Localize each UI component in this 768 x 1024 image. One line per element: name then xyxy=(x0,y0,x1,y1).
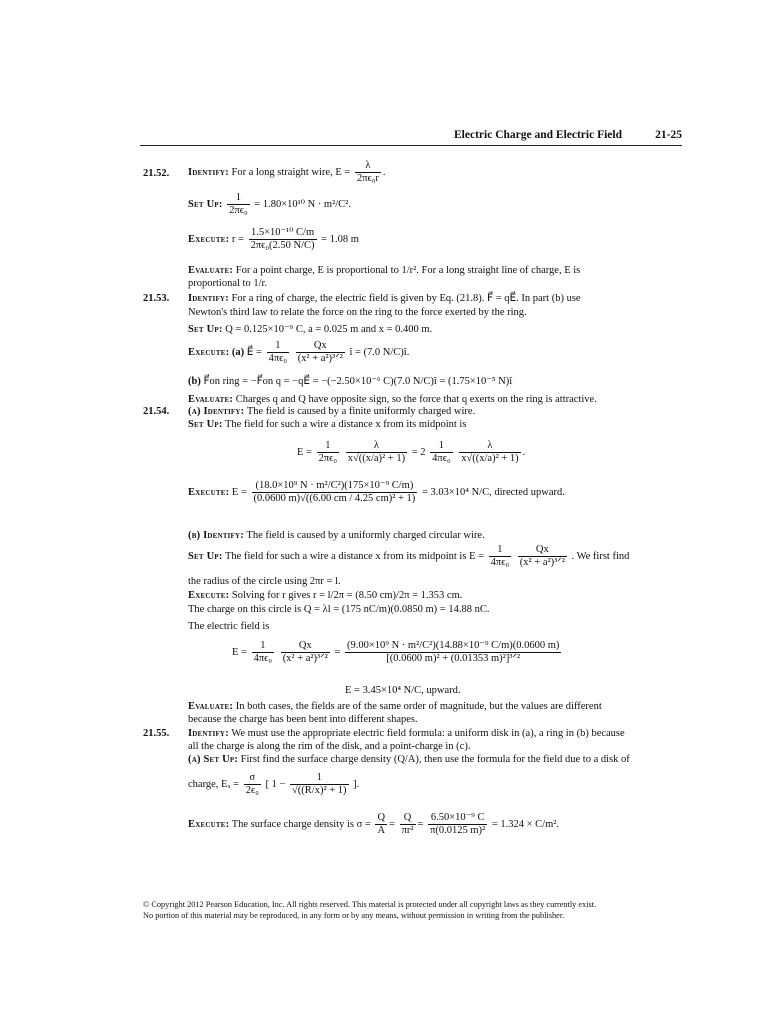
p54-setup-b-line xyxy=(188,544,629,569)
evaluate-text: Charges q and Q have opposite sign, so the force that q exerts on the ring is attractive. xyxy=(235,394,597,405)
denominator: 4πϵ₀ xyxy=(490,557,510,568)
page-header xyxy=(140,129,682,145)
numerator: Qx xyxy=(535,544,549,555)
identify-label: Identify: xyxy=(188,293,229,304)
copyright-footer xyxy=(143,899,688,921)
numerator: 6.50×10⁻⁹ C xyxy=(430,812,485,823)
numerator: (9.00×10⁹ N · m²/C²)(14.88×10⁻⁹ C/m)(0.0600 m) xyxy=(346,640,560,651)
execute-label: Execute: xyxy=(188,818,230,830)
evaluate-label: Evaluate: xyxy=(188,265,234,276)
fraction xyxy=(428,812,487,837)
bracket-open: [ 1 − xyxy=(265,778,286,790)
execute-label: Execute: xyxy=(188,486,230,498)
p54-eq2: E = $\frac{1}{\text{4πϵ₀}}$ $\frac{Qx}{\text{(x² + a²)³ᐟ²}}$ = $\frac{\text{(9.00×10⁹ N · m²/C²)(14.88×10⁻⁹ C/m)(0.0600 m)}}{\text{[(0.0600 m)² + (0.01353 m)²]³ᐟ²}}$ xyxy=(232,640,560,664)
part-b-label: (b) xyxy=(188,376,201,387)
numerator: Q xyxy=(403,812,412,823)
footer-line2: No portion of this material may be reproduced, in any form or by any means, without permission in writing from the publisher. xyxy=(143,911,565,920)
denominator: x√((x/a)² + 1) xyxy=(347,453,406,464)
denominator: (0.0600 m)√((6.00 cm / 4.25 cm)² + 1) xyxy=(253,493,416,504)
problem-number-21-52: 21.52. xyxy=(143,168,170,179)
eq-rhs: = 1.08 m xyxy=(321,233,359,245)
fraction xyxy=(345,640,561,665)
eq-mid: = 2 xyxy=(411,446,426,458)
denominator: 2ϵ₀ xyxy=(245,785,259,796)
evaluate-text: For a point charge, E is proportional to 1/r². For a long straight line of charge, E is xyxy=(235,265,581,276)
eq-lhs: E = xyxy=(297,446,312,458)
p55-identify-line1 xyxy=(188,727,625,740)
p52-identify-line: Identify: For a long straight wire, E = $\frac{\lambda}{\text{2πϵ₀r}}$ . xyxy=(188,160,386,184)
evaluate-label: Evaluate: xyxy=(188,394,234,405)
p54-identify-a-line xyxy=(188,405,475,418)
part-b-text: F⃗on ring = −F⃗on q = −qE⃗ = −(−2.50×10⁻⁶ C)(7.0 N/C)î = (1.75×10⁻⁵ N)î xyxy=(203,376,513,387)
problem-number-21-55: 21.55. xyxy=(143,728,170,739)
fraction xyxy=(355,160,381,185)
denominator: 2πϵ₀r xyxy=(356,173,379,184)
identify-label: (a) Identify: xyxy=(188,406,245,417)
p54-result: E = 3.45×10⁴ N/C, upward. xyxy=(345,685,461,696)
numerator: (18.0×10⁹ N · m²/C²)(175×10⁻⁹ C/m) xyxy=(255,480,414,491)
eq-rhs: = 1.324 × C/m². xyxy=(491,818,560,830)
denominator: 2πϵ₀ xyxy=(318,453,338,464)
identify-text: For a ring of charge, the electric field is given by Eq. (21.8). F⃗ = qE⃗. In part (b) use xyxy=(231,293,581,304)
p55-setup-line xyxy=(188,753,630,766)
denominator: 2πϵ₀(2.50 N/C) xyxy=(250,240,315,251)
identify-text: The field is caused by a uniformly charged circular wire. xyxy=(246,530,485,541)
footer-line1: © Copyright 2012 Pearson Education, Inc. All rights reserved. This material is protected under all copyright laws as they currently exist. xyxy=(143,900,597,909)
denominator: 4πϵ₀ xyxy=(268,353,288,364)
numerator: σ xyxy=(249,772,256,783)
numerator: 1 xyxy=(316,772,322,783)
denominator: [(0.0600 m)² + (0.01353 m)²]³ᐟ² xyxy=(345,652,561,665)
numerator: λ xyxy=(365,160,371,171)
numerator: 1 xyxy=(438,440,444,451)
numerator: 1 xyxy=(260,640,266,651)
execute-text: The surface charge density is xyxy=(231,818,354,830)
fraction xyxy=(375,812,387,837)
p53-part-b-line xyxy=(188,375,512,388)
denominator: x√((x/a)² + 1) xyxy=(461,453,519,464)
fraction xyxy=(249,227,317,252)
denominator: (x² + a²)³ᐟ² xyxy=(297,353,343,364)
identify-text: The field is caused by a finite uniformly charged wire. xyxy=(246,406,476,417)
bracket-close: ]. xyxy=(353,778,360,790)
fraction xyxy=(244,772,261,797)
fraction xyxy=(489,544,511,569)
p53-identify-line1 xyxy=(188,292,581,305)
evaluate-label: Evaluate: xyxy=(188,701,234,712)
numerator: Q xyxy=(377,812,386,823)
fraction xyxy=(252,640,274,665)
fraction xyxy=(459,440,520,465)
eq-rhs: = 1.80×10¹⁰ N · m²/C². xyxy=(254,198,351,210)
p54-setup-line xyxy=(188,418,466,431)
eq-lhs: E = xyxy=(232,646,247,658)
denominator: √((R/x)² + 1) xyxy=(292,785,347,796)
evaluate-text: In both cases, the fields are of the same order of magnitude, but the values are different xyxy=(235,701,602,712)
eq-lhs: E = xyxy=(231,486,247,498)
numerator: λ xyxy=(373,440,379,451)
numerator: 1.5×10⁻¹⁰ C/m xyxy=(250,227,315,238)
p55-execute-line: Execute: The surface charge density is σ = $\frac{Q}{A}$ = $\frac{Q}{\text{πr²}}$ = $\frac{\text{6.50×10⁻⁹ C}}{\text{π(0.0125 m)²}}$ = 1.324 × C/m². xyxy=(188,812,560,836)
p54-charge-line: The charge on this circle is Q = λl = (175 nC/m)(0.0850 m) = 14.88 nC. xyxy=(188,604,490,615)
identify-label: (b) Identify: xyxy=(188,530,244,541)
denominator: 4πϵ₀ xyxy=(432,453,451,464)
denominator: (x² + a²)³ᐟ² xyxy=(282,653,328,664)
eq-rhs: î = (7.0 N/C)î. xyxy=(349,346,410,358)
numerator: Qx xyxy=(298,640,312,651)
identify-label: Identify: xyxy=(188,166,229,178)
identify-text: For a long straight wire, xyxy=(231,166,333,178)
setup-text: The field for such a wire a distance x from its midpoint is xyxy=(225,550,467,562)
setup-tail: . We first find xyxy=(571,550,630,562)
setup-text: The field for such a wire a distance x from its midpoint is xyxy=(225,419,467,430)
p54-eq1: E = $\frac{1}{\text{2πϵ₀}}$ $\frac{\lambda}{\text{x√((x/a)² + 1)}}$ = 2 $\frac{1}{\text{4πϵ₀}}$ $\frac{\lambda}{\text{x√((x/a)² + 1)}}$ . xyxy=(297,440,526,464)
denominator: A xyxy=(377,825,386,836)
numerator: 1 xyxy=(275,340,281,351)
fraction xyxy=(518,544,567,569)
page-number: 21-25 xyxy=(655,129,682,141)
execute-label: Execute: xyxy=(188,590,230,601)
p53-setup-line xyxy=(188,323,432,336)
problem-number-21-54: 21.54. xyxy=(143,406,170,417)
execute-label: Execute: xyxy=(188,346,230,358)
p52-evaluate-line2: proportional to 1/r. xyxy=(188,278,268,289)
setup-label: Set Up: xyxy=(188,198,223,210)
setup-text: Q = 0.125×10⁻⁹ C, a = 0.025 m and x = 0.400 m. xyxy=(225,324,433,335)
p54-execute-eq xyxy=(188,480,565,505)
p53-execute-line xyxy=(188,340,409,365)
identify-text: We must use the appropriate electric field formula: a uniform disk in (a), a ring in (b) because xyxy=(231,728,625,739)
p54-execute-b-line xyxy=(188,589,462,602)
p55-identify-line2: all the charge is along the rim of the disk, and a point-charge in (c). xyxy=(188,741,471,752)
p52-setup-line xyxy=(188,192,351,217)
numerator: 1 xyxy=(325,440,331,451)
setup-label: Set Up: xyxy=(188,550,223,562)
setup-text: First find the surface charge density (Q/A), then use the formula for the field due to a disk of xyxy=(240,754,630,765)
p54-evaluate-line2: because the charge has been bent into different shapes. xyxy=(188,714,418,725)
numerator: 1 xyxy=(497,544,503,555)
fraction xyxy=(227,192,249,217)
denominator: 2πϵ₀ xyxy=(229,205,248,216)
part-a-label: (a) xyxy=(231,346,245,358)
fraction xyxy=(252,480,418,505)
identify-label: Identify: xyxy=(188,728,229,739)
eq-lhs: E = xyxy=(469,550,485,562)
chapter-title: Electric Charge and Electric Field xyxy=(454,129,622,141)
p54-field-intro: The electric field is xyxy=(188,621,270,632)
p55-charge-eq xyxy=(188,772,359,797)
eq-lhs: E = xyxy=(335,166,351,178)
execute-label: Execute: xyxy=(188,233,230,245)
p54-evaluate-line1 xyxy=(188,700,602,713)
denominator: 4πϵ₀ xyxy=(253,653,273,664)
fraction xyxy=(281,640,330,665)
fraction xyxy=(267,340,289,365)
numerator: Qx xyxy=(313,340,327,351)
numerator: 1 xyxy=(235,192,242,203)
eq-rhs: = 3.03×10⁴ N/C, directed upward. xyxy=(421,486,565,498)
numerator: λ xyxy=(487,440,493,451)
fraction xyxy=(346,440,407,465)
p53-identify-line2: Newton's third law to relate the force on the ring to the force exerted by the ring. xyxy=(188,307,527,318)
problem-number-21-53: 21.53. xyxy=(143,293,170,304)
denominator: π(0.0125 m)² xyxy=(430,825,486,836)
p54-setup-b-line2: the radius of the circle using 2πr = l. xyxy=(188,576,341,587)
p52-execute-line xyxy=(188,227,359,252)
eq-lhs: σ = xyxy=(356,818,371,830)
fraction xyxy=(430,440,452,465)
setup-label: Set Up: xyxy=(188,419,223,430)
execute-text: Solving for r gives r = l/2π = (8.50 cm)/2π = 1.353 cm. xyxy=(231,590,463,601)
denominator: πr² xyxy=(401,825,414,836)
setup-label: Set Up: xyxy=(188,324,223,335)
charge-prefix: charge, xyxy=(188,778,219,790)
setup-label: (a) Set Up: xyxy=(188,754,239,765)
fraction xyxy=(317,440,339,465)
p52-evaluate-line1 xyxy=(188,264,580,277)
eq-lhs: Eₓ = xyxy=(221,778,240,790)
fraction xyxy=(290,772,349,797)
header-rule xyxy=(140,145,682,146)
fraction xyxy=(400,812,416,837)
fraction xyxy=(296,340,345,365)
p54-identify-b-line xyxy=(188,529,485,542)
eq-lhs: r = xyxy=(231,233,244,245)
eq-lhs: E⃗ = xyxy=(246,346,262,358)
denominator: (x² + a²)³ᐟ² xyxy=(519,557,565,568)
